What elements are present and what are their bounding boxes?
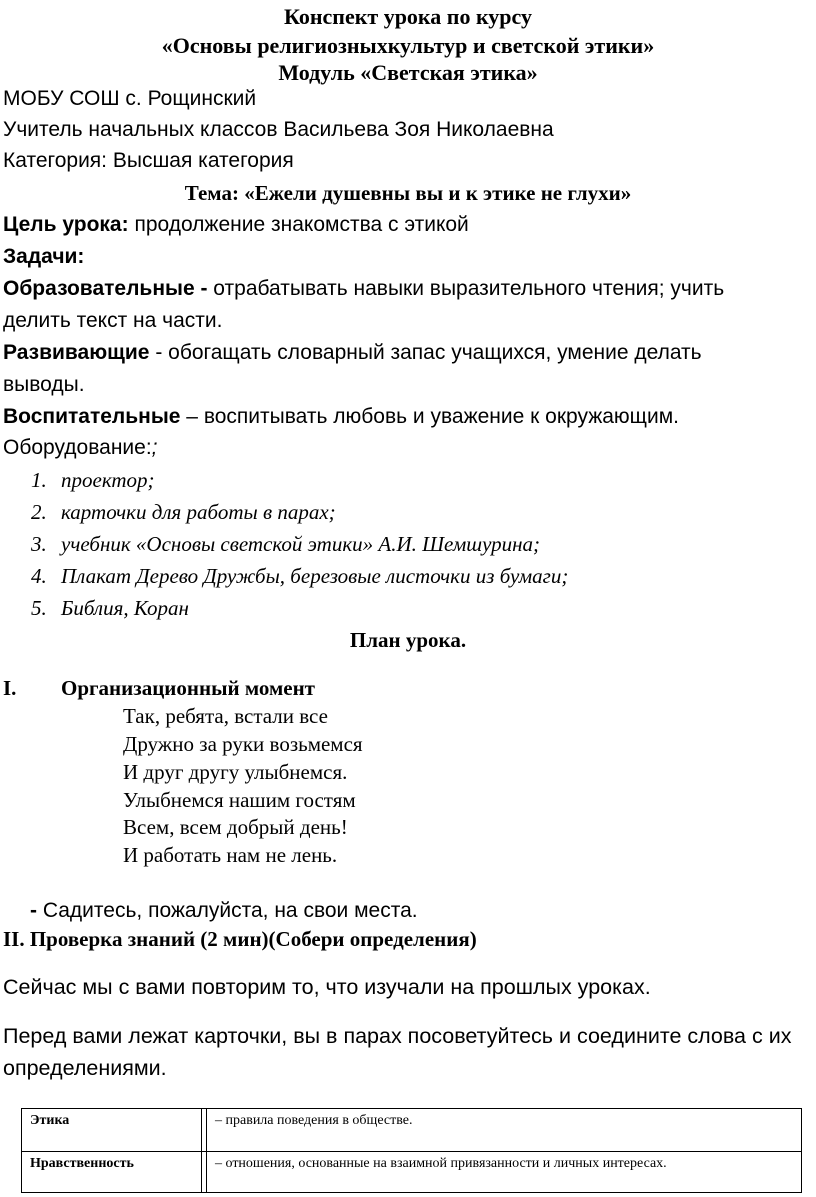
teacher-name: Учитель начальных классов Васильева Зоя Николаевна xyxy=(3,118,554,141)
table-row xyxy=(22,1152,802,1193)
developing-task-cont: выводы. xyxy=(3,373,85,396)
table-row xyxy=(22,1109,802,1152)
educational-task-cont: делить текст на части. xyxy=(3,309,223,332)
term-cell: Нравственность xyxy=(22,1152,202,1193)
educational-text: отрабатывать навыки выразительного чтения; учить xyxy=(207,277,725,300)
educational-label: Образовательные - xyxy=(3,277,208,300)
section-2-heading: II. Проверка знаний (2 мин)(Собери определения) xyxy=(3,927,477,951)
doc-title-line-2: «Основы религиозныхкультур и светской этики» xyxy=(161,33,655,58)
school-name: МОБУ СОШ с. Рощинский xyxy=(3,87,257,110)
developing-text: - обогащать словарный запас учащихся, умение делать xyxy=(149,341,702,364)
goal-text: продолжение знакомства с этикой xyxy=(128,213,469,236)
section-2-paragraph-1: Сейчас мы с вами повторим то, что изучали на прошлых уроках. xyxy=(3,975,651,999)
poem-line: Всем, всем добрый день! xyxy=(123,815,348,839)
doc-title-line-3: Модуль «Светская этика» xyxy=(278,60,538,85)
definition-cell: – отношения, основанные на взаимной привязанности и личных интересах. xyxy=(207,1152,802,1193)
definition-cell: – правила поведения в обществе. xyxy=(207,1109,802,1152)
poem-line: Дружно за руки возьмемся xyxy=(123,732,363,756)
goal-label: Цель урока: xyxy=(3,213,129,236)
doc-title-line-1: Конспект урока по курсу xyxy=(283,4,533,29)
poem-line: И друг другу улыбнемся. xyxy=(123,760,348,784)
developing-task xyxy=(3,341,816,365)
section-2-paragraph-2-cont: определениями. xyxy=(3,1056,167,1080)
lesson-topic: Тема: «Ежели душевны вы и к этике не глухи» xyxy=(184,181,632,205)
teacher-category: Категория: Высшая категория xyxy=(3,149,294,172)
upbringing-label: Воспитательные xyxy=(3,405,181,428)
section-1-title: Организационный момент xyxy=(61,676,315,700)
section-2-paragraph-2: Перед вами лежат карточки, вы в парах посоветуйтесь и соедините слова с их xyxy=(3,1024,792,1048)
plan-title: План урока. xyxy=(349,628,467,652)
upbringing-text: – воспитывать любовь и уважение к окружающим. xyxy=(180,405,679,428)
tasks-label: Задачи: xyxy=(3,245,85,268)
developing-label: Развивающие xyxy=(3,341,150,364)
poem-line: Улыбнемся нашим гостям xyxy=(123,788,356,812)
section-1-number: I. xyxy=(3,676,17,700)
educational-task xyxy=(3,277,816,301)
upbringing-task xyxy=(3,405,816,429)
lesson-goal xyxy=(3,213,816,237)
definitions-table xyxy=(21,1108,802,1193)
term-cell: Этика xyxy=(22,1109,202,1152)
equipment-label: Оборудование:; xyxy=(3,436,158,459)
sit-down-line: - Садитесь, пожалуйста, на свои места. xyxy=(30,899,418,922)
poem-line: И работать нам не лень. xyxy=(123,843,338,867)
poem-line: Так, ребята, встали все xyxy=(123,704,328,728)
